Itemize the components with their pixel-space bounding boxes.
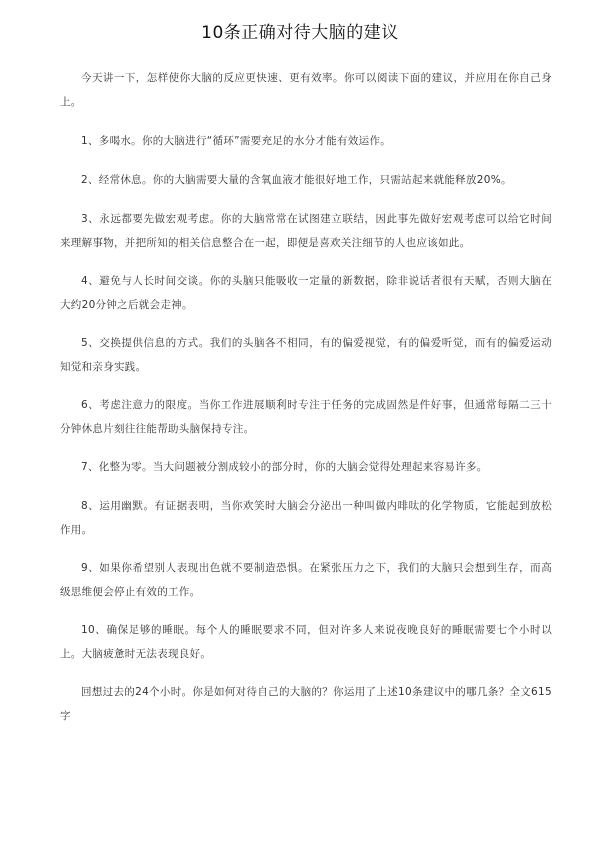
closing-paragraph: 回想过去的24个小时。你是如何对待自己的大脑的？你运用了上述10条建议中的哪几条？全文615字	[60, 686, 552, 722]
document-body	[60, 66, 552, 743]
tip-5-paragraph: 5、交换提供信息的方式。我们的头脑各不相同，有的偏爱视觉，有的偏爱听觉，而有的偏爱运动知觉和亲身实践。	[60, 337, 552, 373]
intro-paragraph: 今天讲一下，怎样使你大脑的反应更快速、更有效率。你可以阅读下面的建议，并应用在你自己身上。	[60, 72, 552, 108]
tip-6-paragraph: 6、考虑注意力的限度。当你工作进展顺利时专注于任务的完成固然是件好事，但通常每隔二三十分钟休息片刻往往能帮助头脑保持专注。	[60, 399, 552, 435]
tip-8-paragraph: 8、运用幽默。有证据表明，当你欢笑时大脑会分泌出一种叫做内啡呔的化学物质，它能起到放松作用。	[60, 500, 552, 536]
document-title: 10条正确对待大脑的建议	[201, 23, 399, 43]
tip-7-paragraph: 7、化整为零。当大问题被分割成较小的部分时，你的大脑会觉得处理起来容易许多。	[81, 461, 488, 473]
tip-10-paragraph: 10、确保足够的睡眠。每个人的睡眠要求不同，但对许多人来说夜晚良好的睡眠需要七个小时以上。大脑疲惫时无法表现良好。	[60, 624, 552, 660]
tip-9-paragraph: 9、如果你希望别人表现出色就不要制造恐惧。在紧张压力之下，我们的大脑只会想到生存，而高级思维便会停止有效的工作。	[60, 562, 552, 598]
tip-4-paragraph: 4、避免与人长时间交谈。你的头脑只能吸收一定量的新数据，除非说话者很有天赋，否则大脑在大约20分钟之后就会走神。	[60, 275, 552, 311]
tip-1-paragraph: 1、多喝水。你的大脑进行“循环”需要充足的水分才能有效运作。	[81, 135, 392, 147]
tip-2-paragraph: 2、经常休息。你的大脑需要大量的含氧血液才能很好地工作，只需站起来就能释放20%。	[81, 174, 512, 186]
tip-3-paragraph: 3、永远都要先做宏观考虑。你的大脑常常在试图建立联结，因此事先做好宏观考虑可以给它时间来理解事物，并把所知的相关信息整合在一起，即便是喜欢关注细节的人也应该如此。	[60, 213, 552, 249]
